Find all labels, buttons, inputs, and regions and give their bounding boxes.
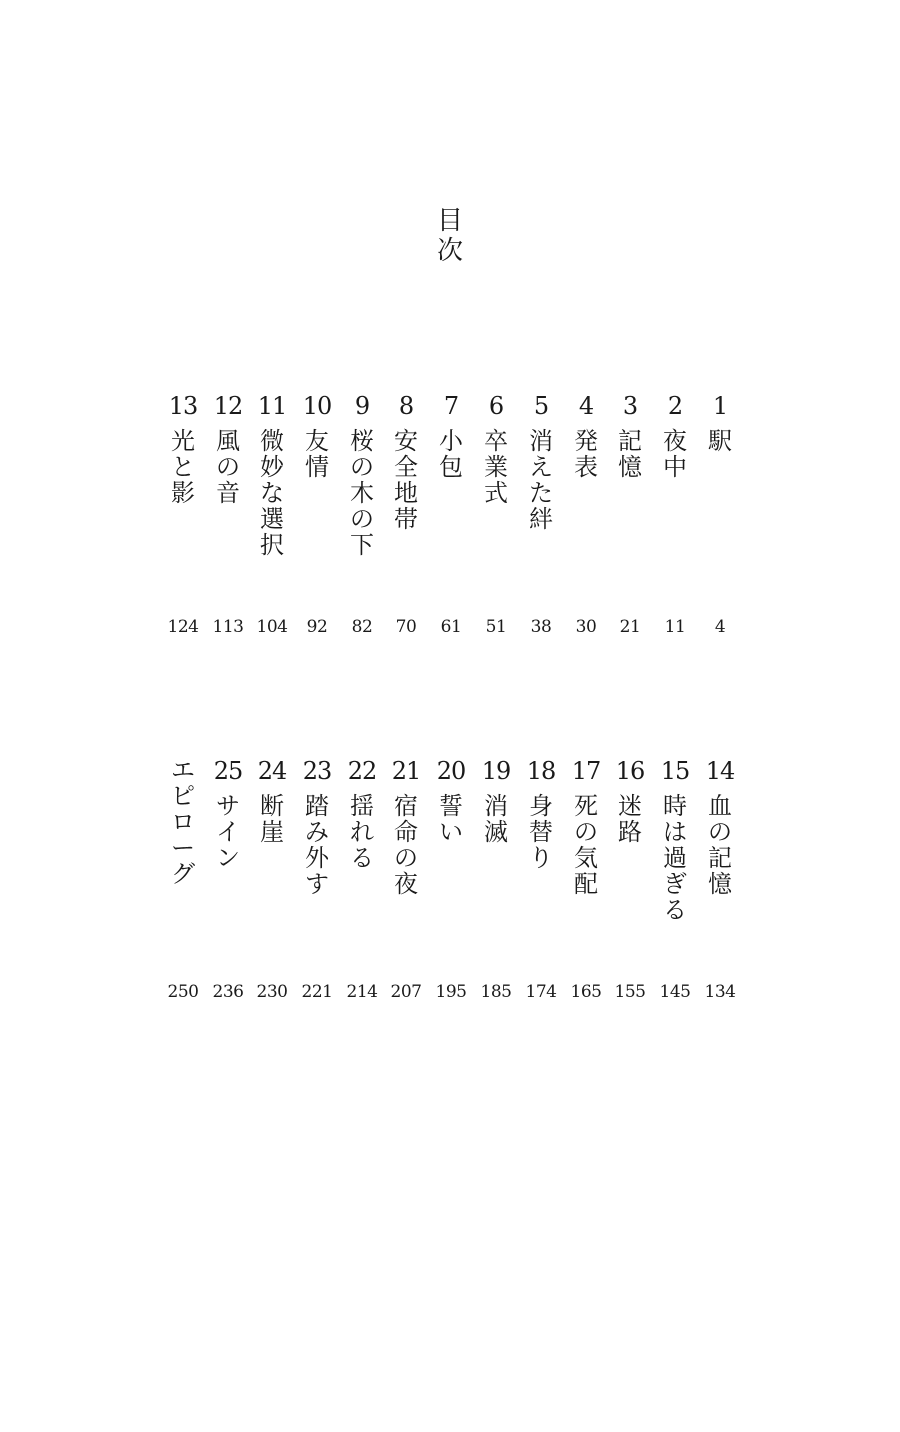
chapter-number: 15 [660,757,690,785]
chapter-number: 4 [578,392,594,420]
chapter-number: 7 [443,392,459,420]
chapter-number: 8 [398,392,414,420]
chapter-page: 51 [485,617,507,637]
chapter-page: 174 [525,982,557,1002]
chapter-title: 安全地帯 [394,427,418,533]
chapter-number: 21 [391,757,421,785]
chapter-title: 風の音 [216,427,240,507]
chapter-number: 17 [571,757,601,785]
toc-entry[interactable] [653,757,697,1002]
toc-entry[interactable] [429,757,473,1002]
toc-entry[interactable] [429,392,473,637]
toc-entry[interactable] [519,757,563,1002]
chapter-number: 9 [354,392,370,420]
chapter-number: 6 [488,392,504,420]
toc-entry[interactable] [384,757,428,1002]
chapter-title: サイン [216,792,240,872]
toc-entry[interactable] [608,757,652,1002]
chapter-title: 小包 [439,427,463,481]
chapter-page: 236 [212,982,244,1002]
chapter-title: 記憶 [618,427,642,481]
chapter-page: 30 [575,617,597,637]
chapter-number: 12 [213,392,243,420]
chapter-page: 145 [659,982,691,1002]
chapter-title: 宿命の夜 [394,792,418,898]
chapter-title: 血の記憶 [708,792,732,898]
toc-entry[interactable] [698,757,742,1002]
chapter-title: 断崖 [260,792,284,846]
chapter-title: 死の気配 [574,792,598,898]
chapter-title: 時は過ぎる [663,792,687,924]
toc-entry[interactable] [653,392,697,637]
toc-entry[interactable] [474,392,518,637]
toc-entry[interactable] [161,392,205,637]
chapter-title: 身替り [529,792,553,872]
toc-entry[interactable] [250,757,294,1002]
chapter-title: 消滅 [484,792,508,846]
chapter-title: 微妙な選択 [260,427,284,559]
chapter-number: 3 [622,392,638,420]
chapter-number: 5 [533,392,549,420]
chapter-number: 20 [436,757,466,785]
toc-entry[interactable] [519,392,563,637]
toc-entry[interactable] [384,392,428,637]
chapter-title: 卒業式 [484,427,508,507]
chapter-title: 友情 [305,427,329,481]
chapter-page: 230 [256,982,288,1002]
chapter-page: 113 [212,617,244,637]
toc-entry[interactable] [295,392,339,637]
chapter-page: 11 [664,617,686,637]
toc-entry[interactable] [698,392,742,637]
toc-entry[interactable] [206,757,250,1002]
chapter-page: 185 [480,982,512,1002]
chapter-page: 4 [714,617,726,637]
chapter-page: 124 [167,617,199,637]
chapter-page: 61 [440,617,462,637]
chapter-number: 16 [615,757,645,785]
chapter-number: 18 [526,757,556,785]
chapter-number: 10 [302,392,332,420]
page-title: 目 次 [436,206,463,266]
chapter-title: 踏み外す [305,792,329,898]
chapter-page: 165 [570,982,602,1002]
chapter-title: 揺れる [350,792,374,872]
chapter-page: 195 [435,982,467,1002]
chapter-title: 駅 [708,427,732,455]
chapter-page: 155 [614,982,646,1002]
chapter-page: 92 [306,617,328,637]
chapter-page: 38 [530,617,552,637]
chapter-page: 104 [256,617,288,637]
chapter-number: 11 [257,392,287,420]
toc-entry[interactable] [474,757,518,1002]
toc-entry[interactable] [206,392,250,637]
chapter-number: 23 [302,757,332,785]
chapter-title: 夜中 [663,427,687,481]
chapter-number: 14 [705,757,735,785]
toc-entry[interactable] [340,757,384,1002]
toc-entry[interactable] [564,757,608,1002]
chapter-page: 82 [351,617,373,637]
chapter-number: 22 [347,757,377,785]
toc-entry[interactable] [295,757,339,1002]
chapter-page: 221 [301,982,333,1002]
toc-entry-epilogue[interactable] [161,756,205,1002]
chapter-number: 24 [257,757,287,785]
chapter-title: 発表 [574,427,598,481]
chapter-page: 207 [390,982,422,1002]
toc-entry[interactable] [608,392,652,637]
chapter-page: 21 [619,617,641,637]
chapter-number: 13 [168,392,198,420]
chapter-title: 光と影 [171,427,195,507]
chapter-title: エピローグ [171,756,195,888]
toc-entry[interactable] [250,392,294,637]
chapter-title: 消えた絆 [529,427,553,533]
chapter-page: 134 [704,982,736,1002]
chapter-number: 25 [213,757,243,785]
chapter-title: 桜の木の下 [350,427,374,559]
toc-entry[interactable] [340,392,384,637]
chapter-number: 2 [667,392,683,420]
chapter-page: 70 [395,617,417,637]
chapter-page: 214 [346,982,378,1002]
toc-entry[interactable] [564,392,608,637]
chapter-title: 迷路 [618,792,642,846]
chapter-number: 1 [712,392,728,420]
chapter-title: 誓い [439,792,463,846]
chapter-page: 250 [167,982,199,1002]
chapter-number: 19 [481,757,511,785]
